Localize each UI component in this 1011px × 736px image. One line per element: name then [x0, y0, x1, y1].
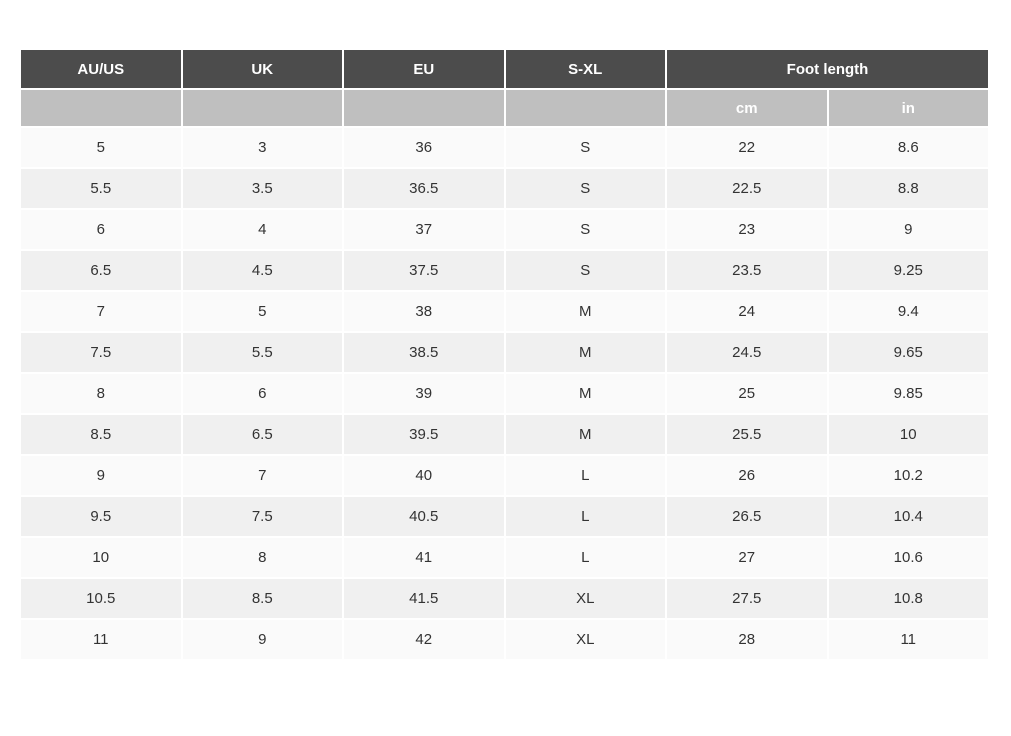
- table-cell: 27.5: [666, 578, 828, 619]
- table-row: [20, 291, 989, 332]
- table-cell: 40: [343, 455, 505, 496]
- table-cell: 8.5: [182, 578, 344, 619]
- table-cell: 39.5: [343, 414, 505, 455]
- table-cell: 4.5: [182, 250, 344, 291]
- table-cell: 11: [828, 619, 990, 660]
- table-cell: 25.5: [666, 414, 828, 455]
- table-cell: 7.5: [20, 332, 182, 373]
- table-cell: 9.4: [828, 291, 990, 332]
- table-cell: 6.5: [20, 250, 182, 291]
- table-cell: M: [505, 373, 667, 414]
- subheader-empty-cell: [182, 89, 344, 127]
- table-cell: 40.5: [343, 496, 505, 537]
- column-header-eu: EU: [343, 49, 505, 89]
- table-cell: 5.5: [20, 168, 182, 209]
- table-cell: 9: [182, 619, 344, 660]
- table-cell: L: [505, 496, 667, 537]
- table-cell: 36.5: [343, 168, 505, 209]
- table-row: [20, 209, 989, 250]
- table-row: [20, 414, 989, 455]
- table-cell: 6.5: [182, 414, 344, 455]
- table-cell: 9.5: [20, 496, 182, 537]
- table-cell: 10.4: [828, 496, 990, 537]
- column-header-uk: UK: [182, 49, 344, 89]
- table-cell: 8: [20, 373, 182, 414]
- table-row: [20, 578, 989, 619]
- table-cell: 6: [20, 209, 182, 250]
- table-cell: 7: [20, 291, 182, 332]
- subheader-empty-cell: [343, 89, 505, 127]
- table-row: [20, 250, 989, 291]
- table-cell: 5.5: [182, 332, 344, 373]
- table-cell: 24.5: [666, 332, 828, 373]
- table-cell: 10: [20, 537, 182, 578]
- table-cell: 5: [20, 127, 182, 168]
- table-cell: 10: [828, 414, 990, 455]
- table-cell: 9: [828, 209, 990, 250]
- table-cell: 3: [182, 127, 344, 168]
- table-cell: 25: [666, 373, 828, 414]
- table-cell: 11: [20, 619, 182, 660]
- table-cell: M: [505, 414, 667, 455]
- table-cell: 10.2: [828, 455, 990, 496]
- table-cell: 23.5: [666, 250, 828, 291]
- table-cell: M: [505, 332, 667, 373]
- table-cell: S: [505, 209, 667, 250]
- size-chart: [19, 48, 990, 661]
- table-cell: 41: [343, 537, 505, 578]
- table-cell: 6: [182, 373, 344, 414]
- table-cell: S: [505, 127, 667, 168]
- table-row: [20, 537, 989, 578]
- table-cell: 8.8: [828, 168, 990, 209]
- subheader-empty-cell: [505, 89, 667, 127]
- subheader-empty-cell: [20, 89, 182, 127]
- subheader-row: [20, 89, 989, 127]
- table-cell: 23: [666, 209, 828, 250]
- table-cell: 41.5: [343, 578, 505, 619]
- table-cell: XL: [505, 578, 667, 619]
- size-table: [19, 48, 990, 661]
- table-cell: 36: [343, 127, 505, 168]
- table-cell: 24: [666, 291, 828, 332]
- table-cell: 4: [182, 209, 344, 250]
- table-cell: 10.6: [828, 537, 990, 578]
- table-cell: 10.5: [20, 578, 182, 619]
- subheader-in: in: [828, 89, 990, 127]
- table-cell: 3.5: [182, 168, 344, 209]
- subheader-cm: cm: [666, 89, 828, 127]
- table-cell: 7: [182, 455, 344, 496]
- table-cell: M: [505, 291, 667, 332]
- table-row: [20, 496, 989, 537]
- table-cell: 27: [666, 537, 828, 578]
- table-cell: 8.6: [828, 127, 990, 168]
- table-cell: 38: [343, 291, 505, 332]
- table-cell: 8: [182, 537, 344, 578]
- table-row: [20, 373, 989, 414]
- table-cell: 37.5: [343, 250, 505, 291]
- size-table-head: [20, 49, 989, 127]
- column-header-foot-length: Foot length: [666, 49, 989, 89]
- table-row: [20, 619, 989, 660]
- size-table-body: [20, 127, 989, 660]
- table-cell: 38.5: [343, 332, 505, 373]
- table-cell: 9.85: [828, 373, 990, 414]
- table-cell: 39: [343, 373, 505, 414]
- table-cell: 10.8: [828, 578, 990, 619]
- table-cell: S: [505, 250, 667, 291]
- table-cell: L: [505, 455, 667, 496]
- header-row: [20, 49, 989, 89]
- table-cell: 42: [343, 619, 505, 660]
- column-header-au-us: AU/US: [20, 49, 182, 89]
- column-header-s-xl: S-XL: [505, 49, 667, 89]
- table-cell: 8.5: [20, 414, 182, 455]
- table-row: [20, 332, 989, 373]
- table-cell: 26: [666, 455, 828, 496]
- table-cell: 26.5: [666, 496, 828, 537]
- table-cell: 9.65: [828, 332, 990, 373]
- table-row: [20, 127, 989, 168]
- table-row: [20, 455, 989, 496]
- table-cell: XL: [505, 619, 667, 660]
- table-cell: 7.5: [182, 496, 344, 537]
- table-cell: 22: [666, 127, 828, 168]
- table-cell: L: [505, 537, 667, 578]
- table-cell: 5: [182, 291, 344, 332]
- table-cell: 22.5: [666, 168, 828, 209]
- table-cell: 9: [20, 455, 182, 496]
- table-cell: 9.25: [828, 250, 990, 291]
- table-cell: 37: [343, 209, 505, 250]
- table-row: [20, 168, 989, 209]
- table-cell: 28: [666, 619, 828, 660]
- table-cell: S: [505, 168, 667, 209]
